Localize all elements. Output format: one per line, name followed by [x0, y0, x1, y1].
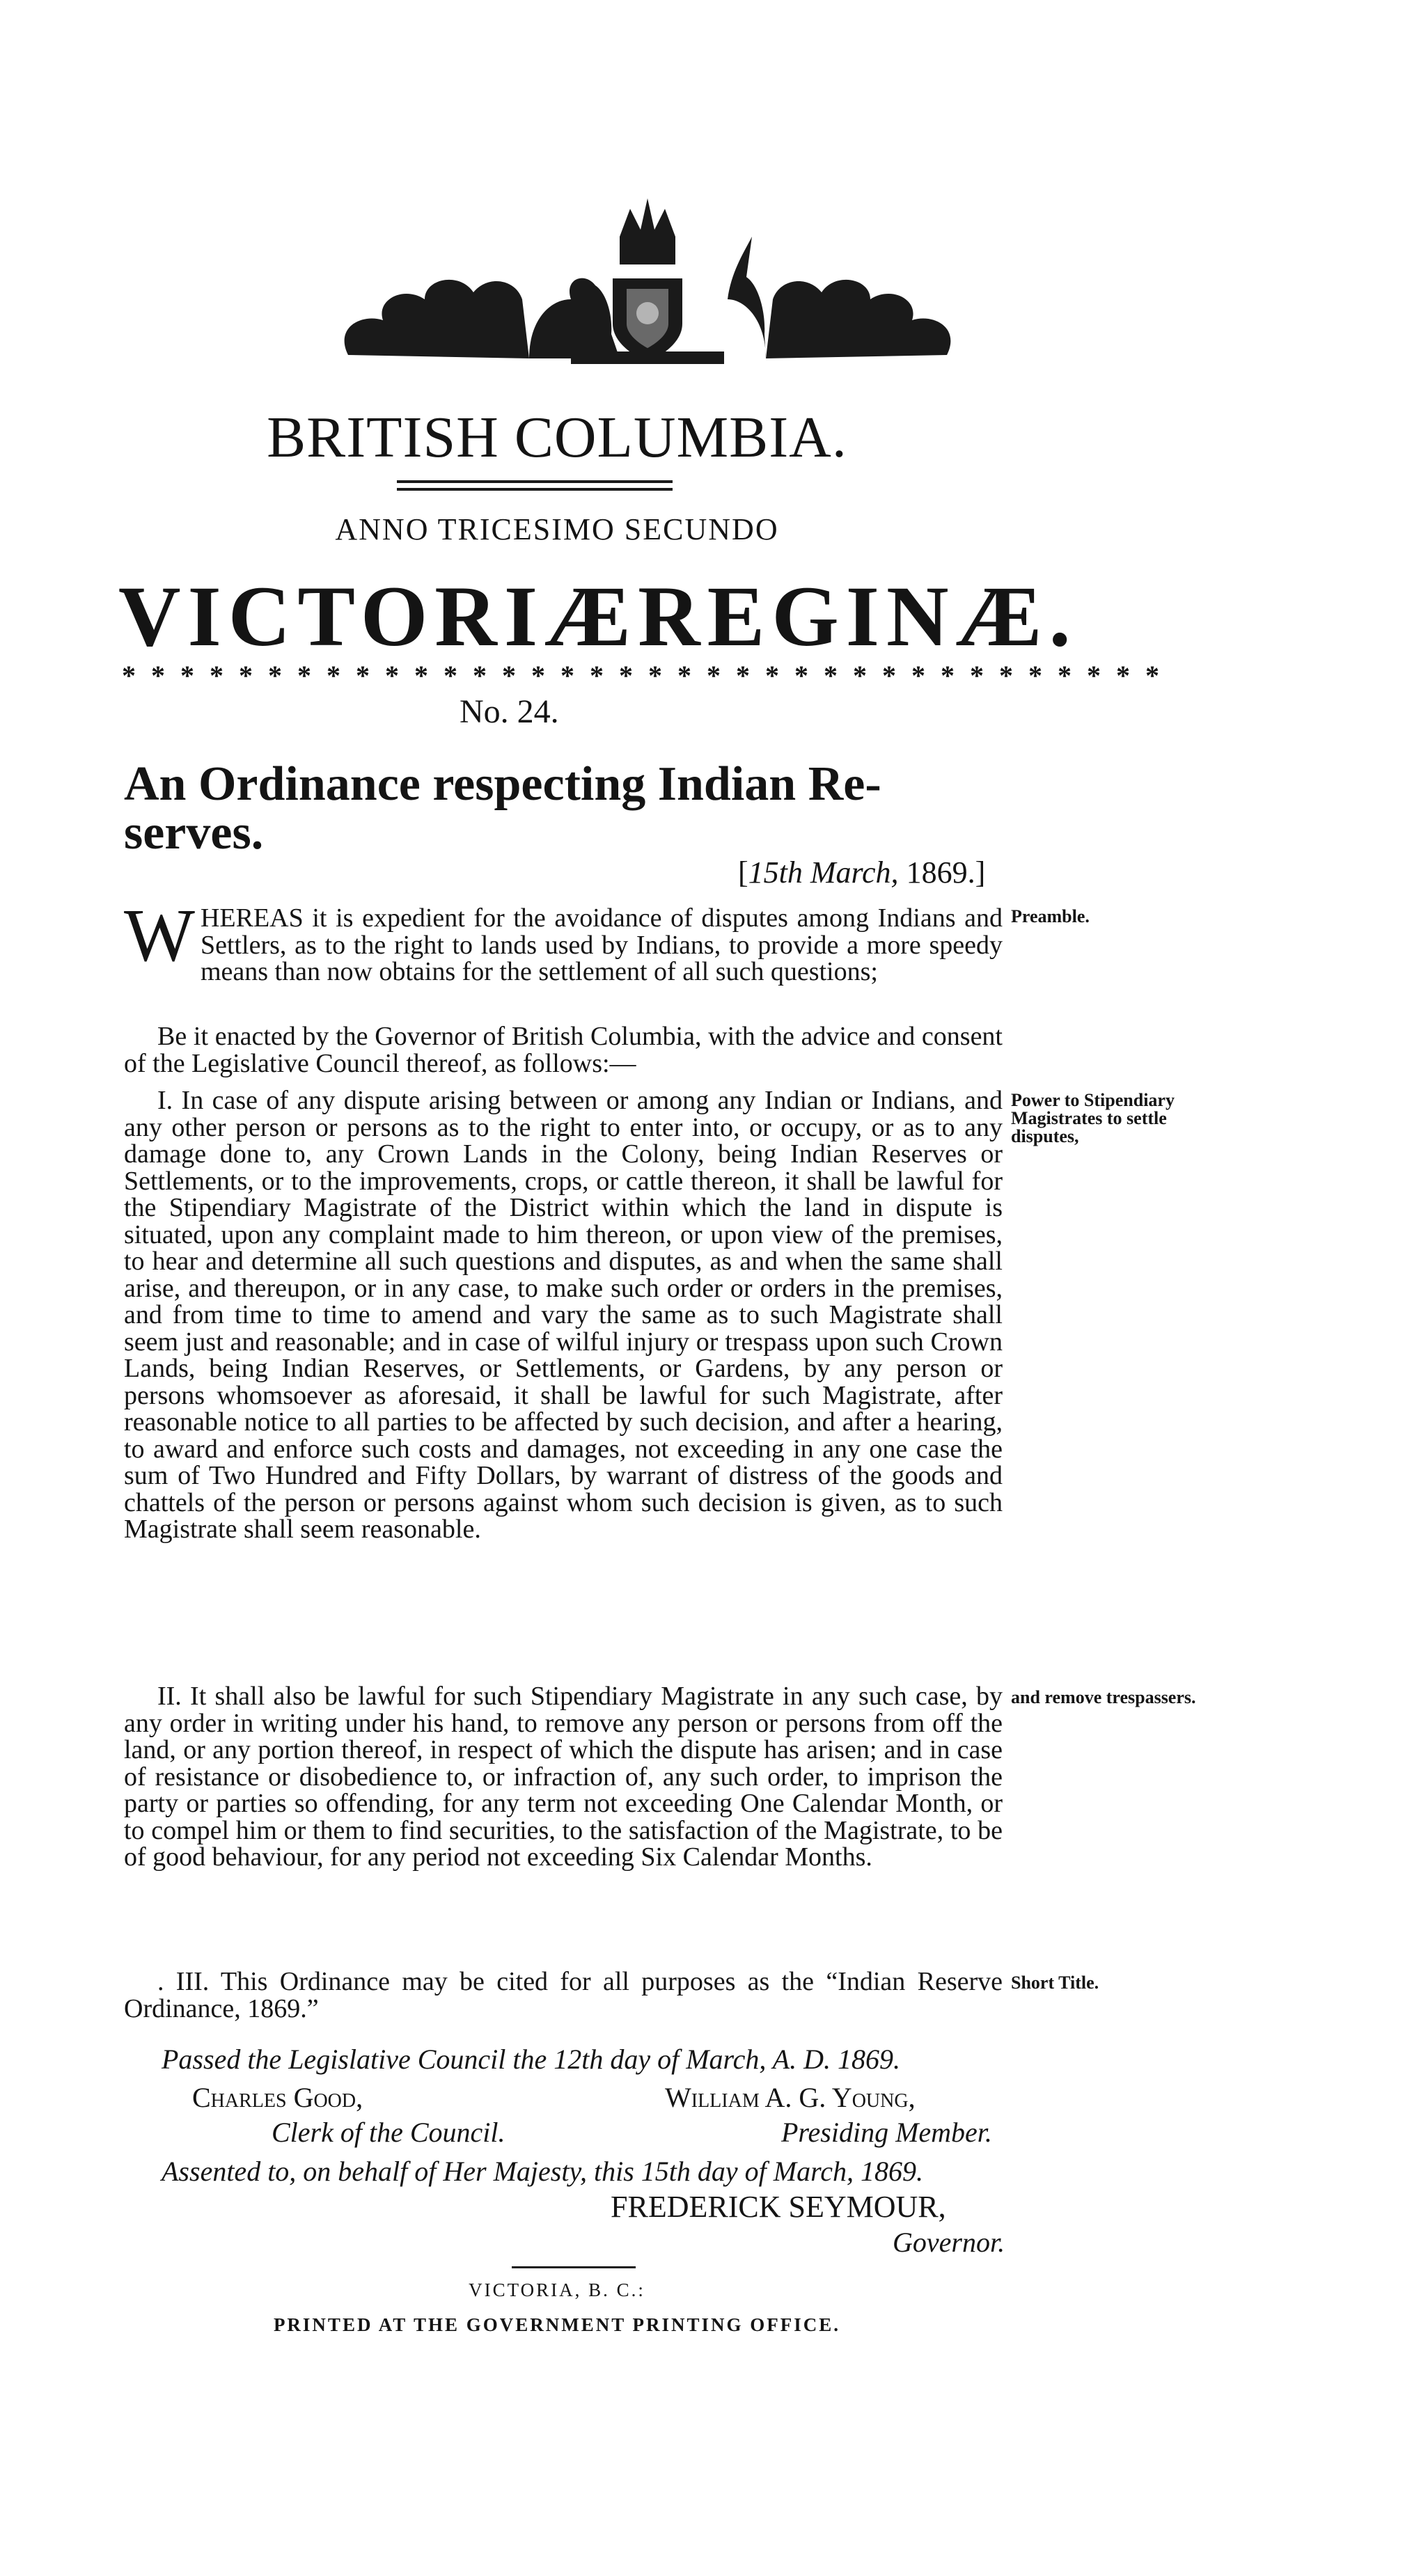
imprint-rule: [512, 2266, 636, 2268]
regnal-right: REGINÆ.: [638, 569, 1078, 664]
regnal-left: VICTORIÆ: [118, 569, 638, 664]
governor-title: Governor.: [893, 2227, 1005, 2258]
double-rule-bottom: [397, 488, 673, 491]
margin-note-power: Power to Stipendiary Magistrates to settle disputes,: [1011, 1090, 1175, 1146]
imprint-printer: PRINTED AT THE GOVERNMENT PRINTING OFFICE.: [273, 2314, 841, 2335]
date-italic: 15th March,: [748, 855, 899, 890]
assented-line: Assented to, on behalf of Her Majesty, this 15th day of March, 1869.: [162, 2156, 923, 2187]
regnal-year: ANNO TRICESIMO SECUNDO: [335, 512, 779, 546]
president-name: William A. G. Young,: [665, 2082, 916, 2113]
ordinance-title-text: An Ordinance respecting Indian Re-serves.: [124, 757, 881, 860]
margin-note-preamble: Preamble.: [1011, 906, 1090, 926]
preamble-paragraph: [124, 894, 1003, 986]
governor-name: FREDERICK SEYMOUR,: [611, 2190, 946, 2224]
state-title: BRITISH COLUMBIA.: [267, 405, 847, 470]
ordinance-number: No. 24.: [460, 693, 559, 730]
section-3: . III. This Ordinance may be cited for all purposes as the “Indian Reserve Ordinance, 1869.”: [124, 1967, 1003, 2023]
star-rule: * * * * * * * * * * * * * * * * * * * * * * * * * * * * * * * * * * * *: [122, 660, 1163, 691]
margin-note-remove: and remove trespassers.: [1011, 1687, 1196, 1707]
imprint-place: VICTORIA, B. C.:: [469, 2279, 645, 2300]
president-title: Presiding Member.: [781, 2117, 992, 2148]
drop-cap: W: [124, 894, 195, 977]
royal-coat-of-arms-crest: [320, 195, 975, 369]
date-open: [: [738, 855, 748, 890]
double-rule-top: [397, 480, 673, 483]
clerk-title: Clerk of the Council.: [272, 2117, 505, 2148]
enacting-clause: Be it enacted by the Governor of British Columbia, with the advice and consent of the Legislative Council thereof, as follows:—: [124, 1022, 1003, 1078]
regnal-heading: [118, 567, 1078, 666]
clerk-name: Charles Good,: [192, 2082, 363, 2113]
preamble-text: HEREAS it is expedient for the avoidance of disputes among Indians and Settlers, as to the right to lands used by Indians, to provide a more speedy means than now obtains for the settlement of all such questions;: [200, 903, 1003, 986]
date-close: 1869.]: [898, 855, 986, 890]
ordinance-date: [738, 855, 985, 890]
ordinance-title: [124, 757, 1015, 860]
margin-note-short-title: Short Title.: [1011, 1973, 1099, 1993]
section-2: II. It shall also be lawful for such Stipendiary Magistrate in any such case, by any order in writing under his hand, to remove any person or persons from off the land, or any portion thereof, in respect of which the dispute has arisen; and in case of resistance or disobedience to, or infraction of, any such order, to imprison the party or parties so offending, for any term not exceeding One Calendar Month, or to compel him or them to find securities, to the satisfaction of the Magistrate, to be of good behaviour, for any period not exceeding Six Calendar Months.: [124, 1682, 1003, 1872]
passed-line: Passed the Legislative Council the 12th day of March, A. D. 1869.: [162, 2044, 900, 2075]
section-1: I. In case of any dispute arising between or among any Indian or Indians, and any other person or persons as to the right to enter into, or occupy, or as to any damage done to, any Crown Lands in the Colony, being Indian Reserves or Settlements, or to the improvements, crops, or cattle thereon, it shall be lawful for the Stipendiary Magistrate of the District within which the land in dispute is situated, upon any complaint made to him thereon, or upon view of the premises, to hear and determine all such questions and disputes, as and when the same shall arise, and thereupon, or in any case, to make such order or orders in the premises, and from time to time to amend and vary the same as to such Magistrate shall seem just and reasonable; and in case of wilful injury or trespass upon such Crown Lands, being Indian Reserves, or Settlements, or Gardens, by any person or persons whomsoever as aforesaid, it shall be lawful for such Magistrate, after reasonable notice to all parties to be affected by such decision, and after a hearing, to award and enforce such costs and damages, not exceeding in any one case the sum of Two Hundred and Fifty Dollars, by warrant of distress of the goods and chattels of the person or persons against whom such decision is given, as to such Magistrate shall seem reasonable.: [124, 1086, 1003, 1544]
